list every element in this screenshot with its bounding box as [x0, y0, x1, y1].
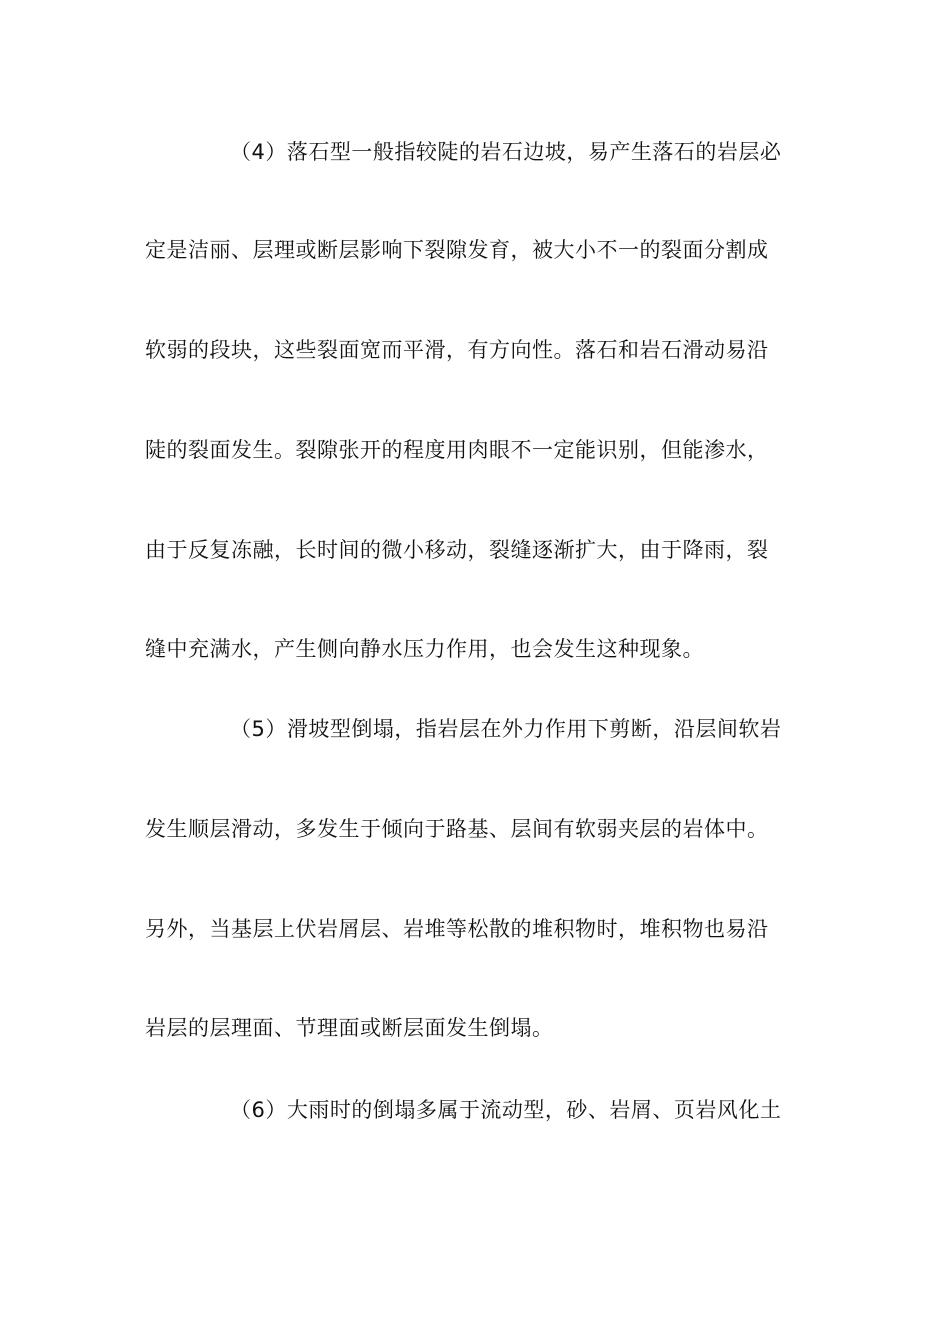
paragraph-5-line-4: 岩层的层理面、节理面或断层面发生倒塌。: [145, 1016, 554, 1040]
paragraph-5-line-1: （5）滑坡型倒塌，指岩层在外力作用下剪断，沿层间软岩: [230, 717, 782, 741]
paragraph-4-line-6: 缝中充满水，产生侧向静水压力作用，也会发生这种现象。: [145, 637, 704, 661]
paragraph-4-line-1: （4）落石型一般指较陡的岩石边坡，易产生落石的岩层必: [230, 140, 782, 164]
paragraph-4-line-4: 陡的裂面发生。裂隙张开的程度用肉眼不一定能识别，但能渗水，: [145, 438, 769, 462]
paragraph-4-line-2: 定是洁丽、层理或断层影响下裂隙发育，被大小不一的裂面分割成: [145, 238, 769, 262]
paragraph-5-line-2: 发生顺层滑动，多发生于倾向于路基、层间有软弱夹层的岩体中。: [145, 817, 769, 841]
paragraph-6-line-1: （6）大雨时的倒塌多属于流动型，砂、岩屑、页岩风化土: [230, 1098, 782, 1122]
paragraph-5-line-3: 另外，当基层上伏岩屑层、岩堆等松散的堆积物时，堆积物也易沿: [145, 917, 769, 941]
paragraph-4-line-5: 由于反复冻融，长时间的微小移动，裂缝逐渐扩大，由于降雨，裂: [145, 538, 769, 562]
paragraph-4-line-3: 软弱的段块，这些裂面宽而平滑，有方向性。落石和岩石滑动易沿: [145, 338, 769, 362]
